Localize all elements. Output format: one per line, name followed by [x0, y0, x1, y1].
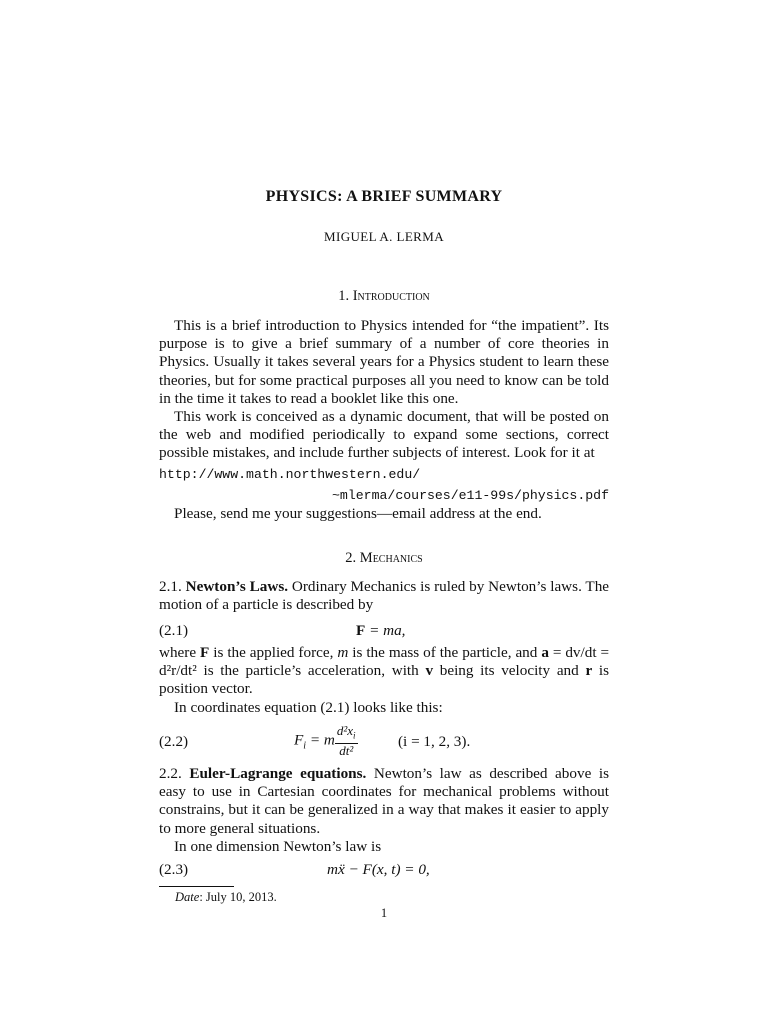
equation-body: mẍ − F(x, t) = 0,: [327, 861, 430, 878]
newton-explanation: where F is the applied force, m is the mass of the particle, and a = dv/dt = d²r/dt² is the particle’s acceleration, with v being its velocity and r is position vector. In coordinates equation (2.1) looks like this:: [159, 644, 610, 716]
subsection-number: 2.1.: [159, 578, 182, 595]
coordinates-sentence: In coordinates equation (2.1) looks like this:: [174, 698, 443, 716]
subsection-text: Ordinary Mechanics is ruled by Newton’s laws. The motion of a particle is described by: [159, 578, 610, 614]
intro-body: [159, 317, 609, 523]
equation-2-1: [159, 622, 609, 642]
subsection-title: Euler-Lagrange equations.: [189, 765, 367, 782]
equation-2-2: [159, 722, 609, 762]
equation-body: $F_i = m$ $\frac{d^2x_i}{\text{dt²}}$: [294, 723, 356, 758]
equation-rhs: = ma,: [369, 622, 406, 639]
equation-number: (2.1): [159, 622, 189, 639]
page-number: 1: [380, 906, 388, 920]
subsection-title: Newton’s Laws.: [185, 578, 289, 595]
equation-body: [356, 622, 405, 640]
intro-paragraph-2: This work is conceived as a dynamic document, that will be posted on the web and modified periodically to expand some sections, correct possible mistakes, and include further subjects of interest. Look for it at: [159, 408, 609, 462]
subsection-euler-lagrange: [159, 765, 609, 856]
footnote-rule: [159, 886, 234, 887]
index-condition: (i = 1, 2, 3).: [398, 733, 471, 750]
force-symbol: F: [356, 622, 366, 639]
paper-title: PHYSICS: A BRIEF SUMMARY: [265, 188, 503, 205]
footnote: [175, 890, 277, 905]
subsection-text: Newton’s law as described above is easy to use in Cartesian coordinates for mechanical problems without constrains, but it can be generalized in a way that makes it easier to apply to more general situations.: [159, 765, 609, 837]
equation-number: (2.2): [159, 733, 189, 750]
equation-number: (2.3): [159, 861, 189, 878]
url-line-2: ~mlerma/courses/e11-99s/physics.pdf: [332, 487, 609, 503]
subsection-newtons-laws: [159, 578, 609, 614]
one-dimension-sentence: In one dimension Newton’s law is: [174, 837, 382, 855]
equation-2-3: [159, 861, 609, 881]
intro-paragraph-1: This is a brief introduction to Physics intended for “the impatient”. Its purpose is to give a brief summary of a number of core theories in Physics. Usually it takes several years for a Physics student to learn these theories, but for some practical purposes all you need to know can be told in the time it takes to read a booklet like this one.: [159, 317, 609, 407]
footnote-text: : July 10, 2013.: [199, 890, 277, 904]
subsection-number: 2.2.: [159, 765, 182, 782]
intro-paragraph-3: Please, send me your suggestions—email address at the end.: [174, 505, 542, 523]
footnote-label: Date: [175, 890, 200, 904]
url-line-1: http://www.math.northwestern.edu/: [159, 466, 421, 482]
paper-author: MIGUEL A. LERMA: [324, 229, 444, 244]
derivative-fraction: $\frac{d^2x_i}{\text{dt²}}$: [336, 723, 356, 758]
section-heading-mechanics: 2. Mechanics: [345, 550, 423, 566]
section-heading-introduction: 1. Introduction: [338, 288, 430, 304]
